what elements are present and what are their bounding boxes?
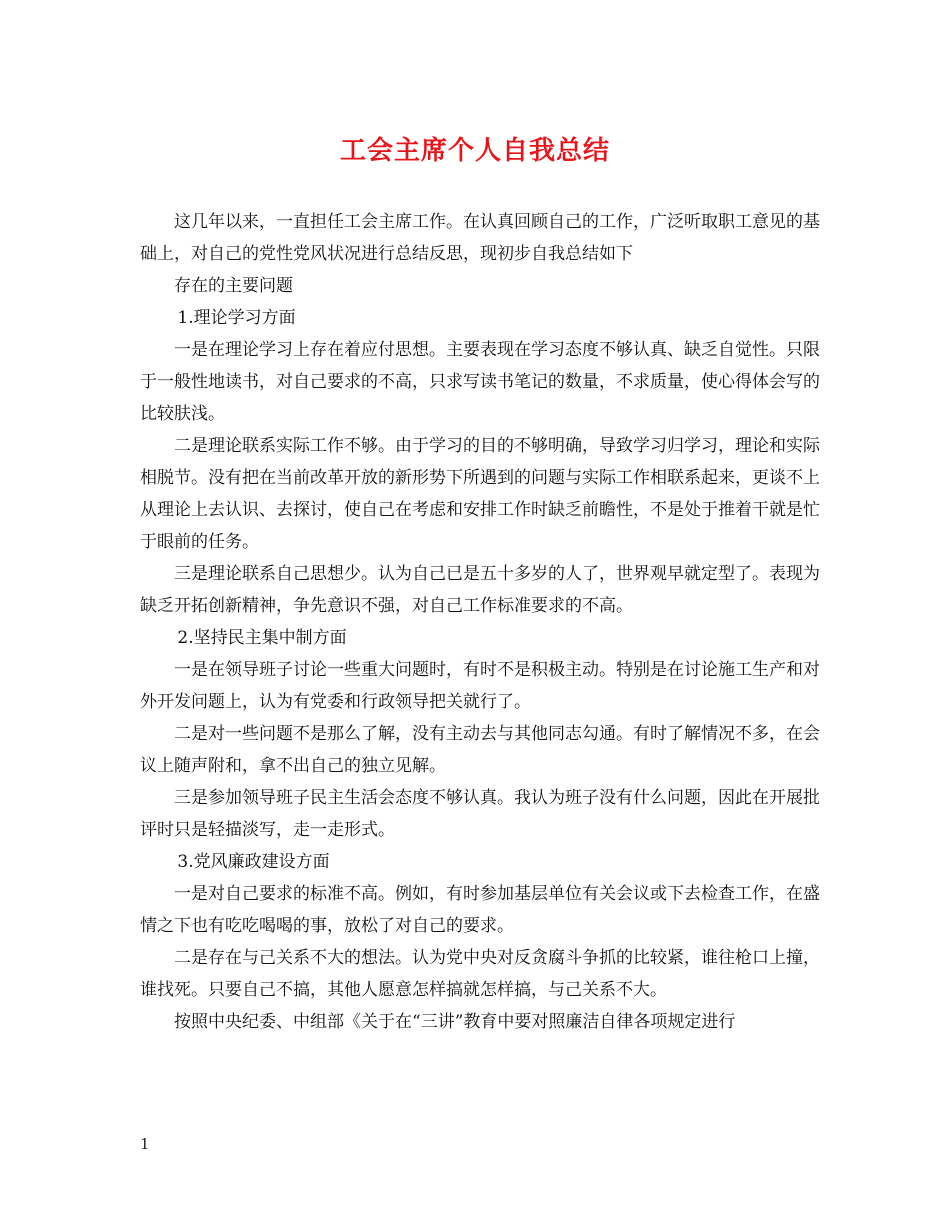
subheading-theory-study: 1.理论学习方面 [177,308,296,328]
document-body [140,206,820,1038]
paragraph-theory-1: 一是在理论学习上存在着应付思想。主要表现在学习态度不够认真、缺乏自觉性。只限于一般性地读书，对自己要求的不高，只求写读书笔记的数量，不求质量，使心得体会写的比较肤浅。 [140,340,820,424]
subheading-democratic-centralism: 2.坚持民主集中制方面 [177,628,347,648]
paragraph-integrity-2: 二是存在与己关系不大的想法。认为党中央对反贪腐斗争抓的比较紧，谁往枪口上撞，谁找死。只要自己不搞，其他人愿意怎样搞就怎样搞，与己关系不大。 [140,948,820,1000]
paragraph-integrity-1: 一是对自己要求的标准不高。例如，有时参加基层单位有关会议或下去检查工作，在盛情之下也有吃吃喝喝的事，放松了对自己的要求。 [140,884,820,936]
paragraph-democratic-2: 二是对一些问题不是那么了解，没有主动去与其他同志勾通。有时了解情况不多，在会议上随声附和，拿不出自己的独立见解。 [140,724,820,776]
paragraph-democratic-1: 一是在领导班子讨论一些重大问题时，有时不是积极主动。特别是在讨论施工生产和对外开发问题上，认为有党委和行政领导把关就行了。 [140,660,820,712]
paragraph-theory-2: 二是理论联系实际工作不够。由于学习的目的不够明确，导致学习归学习，理论和实际相脱节。没有把在当前改革开放的新形势下所遇到的问题与实际工作相联系起来，更谈不上从理论上去认识、去探讨，使自己在考虑和安排工作时缺乏前瞻性，不是处于推着干就是忙于眼前的任务。 [140,436,820,552]
page-number: 1 [140,1135,150,1153]
paragraph-intro: 这几年以来，一直担任工会主席工作。在认真回顾自己的工作，广泛听取职工意见的基础上，对自己的党性党风状况进行总结反思，现初步自我总结如下 [140,212,820,264]
page-title: 工会主席个人自我总结 [339,136,610,166]
paragraph-integrity-3: 按照中央纪委、中组部《关于在“三讲”教育中要对照廉洁自律各项规定进行 [174,1012,736,1032]
paragraph-democratic-3: 三是参加领导班子民主生活会态度不够认真。我认为班子没有什么问题，因此在开展批评时只是轻描淡写，走一走形式。 [140,788,820,840]
subheading-integrity: 3.党风廉政建设方面 [177,852,330,872]
section-heading-main-problems: 存在的主要问题 [174,276,293,296]
paragraph-theory-3: 三是理论联系自己思想少。认为自己已是五十多岁的人了，世界观早就定型了。表现为缺乏开拓创新精神，争先意识不强，对自己工作标准要求的不高。 [140,564,820,616]
